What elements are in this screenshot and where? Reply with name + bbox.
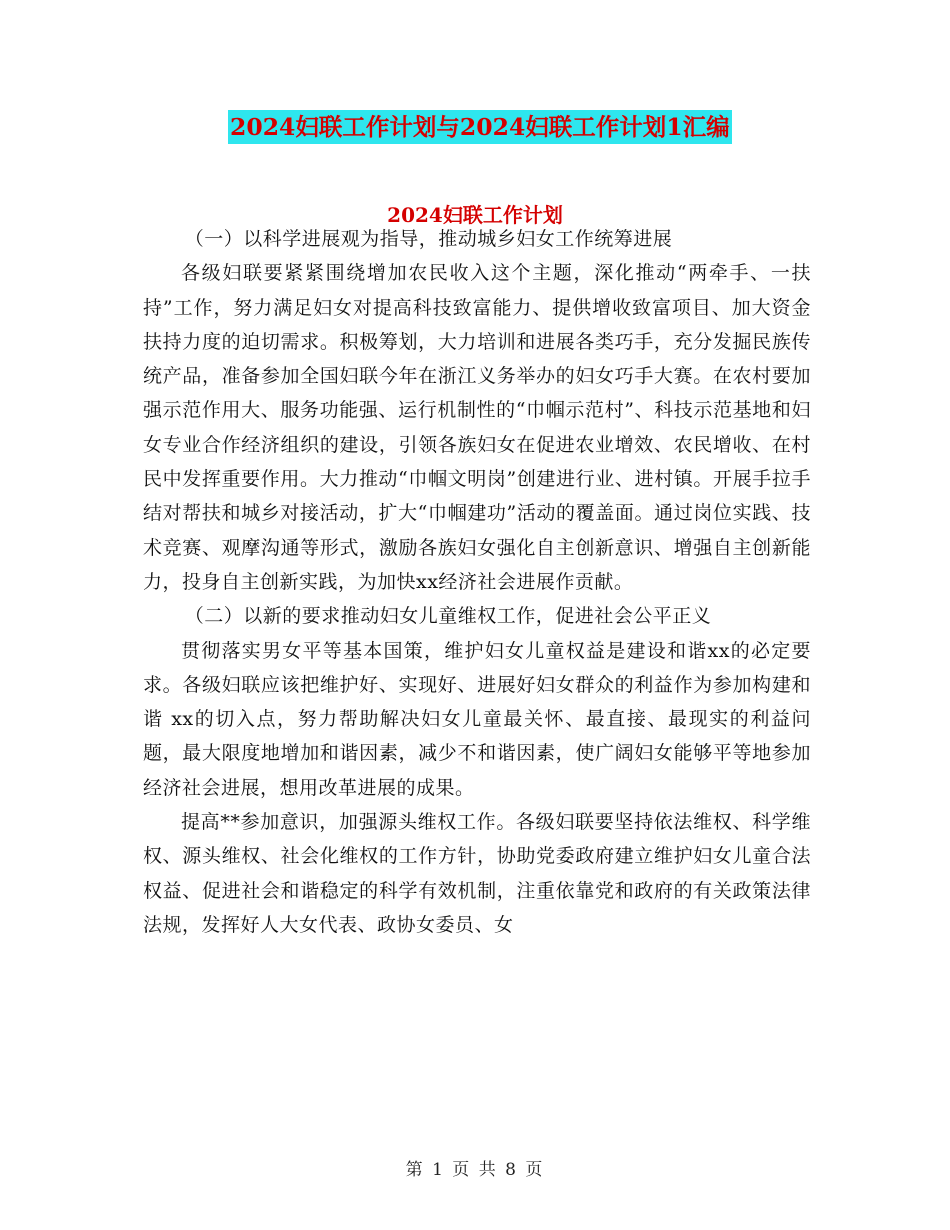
paragraph-2: 贯彻落实男女平等基本国策，维护妇女儿童权益是建设和谐xx的必定要求。各级妇联应该把维护好、实现好、进展好妇女群众的利益作为参加构建和谐 xx的切入点，努力帮助解决妇女儿童最关怀、最直接、最现实的利益问题，最大限度地增加和谐因素，减少不和谐因素，使广阔妇女能够平等地参加经济社会进展，想用改革进展的成果。 <box>143 639 811 799</box>
page-footer: 第 1 页 共 8 页 <box>405 1160 545 1180</box>
paragraph-1: 各级妇联要紧紧围绕增加农民收入这个主题，深化推动“两牵手、一扶持”工作，努力满足妇女对提高科技致富能力、提供增收致富项目、加大资金扶持力度的迫切需求。积极筹划，大力培训和进展各类巧手，充分发掘民族传统产品，准备参加全国妇联今年在浙江义务举办的妇女巧手大赛。在农村要加强示范作用大、服务功能强、运行机制性的“巾帼示范村”、科技示范基地和妇女专业合作经济组织的建设，引领各族妇女在促进农业增效、农民增收、在村民中发挥重要作用。大力推动“巾帼文明岗”创建进行业、进村镇。开展手拉手结对帮扶和城乡对接活动，扩大“巾帼建功”活动的覆盖面。通过岗位实践、技术竞赛、观摩沟通等形式，激励各族妇女强化自主创新意识、增强自主创新能力，投身自主创新实践，为加快xx经济社会进展作贡献。 <box>143 262 811 593</box>
document-title: 2024妇联工作计划与2024妇联工作计划1汇编 <box>228 110 732 144</box>
paragraph-heading-1: （一）以科学进展观为指导，推动城乡妇女工作统筹进展 <box>184 228 673 250</box>
paragraph-3: 提高**参加意识，加强源头维权工作。各级妇联要坚持依法维权、科学维权、源头维权、社会化维权的工作方针，协助党委政府建立维护妇女儿童合法权益、促进社会和谐稳定的科学有效机制，注重依靠党和政府的有关政策法律法规，发挥好人大女代表、政协女委员、女 <box>143 811 811 936</box>
paragraph-heading-2: （二）以新的要求推动妇女儿童维权工作，促进社会公平正义 <box>184 605 712 628</box>
document-body <box>143 222 811 942</box>
section-title: 2024妇联工作计划 <box>387 203 563 227</box>
